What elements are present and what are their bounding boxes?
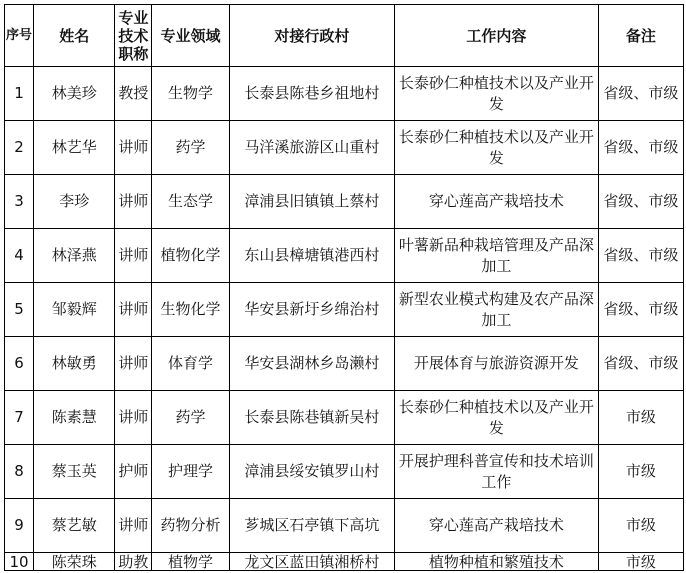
cell-village: 长泰县陈巷镇新吴村 bbox=[229, 391, 394, 445]
header-title: 专业技术职称 bbox=[115, 5, 152, 67]
cell-field: 植物学 bbox=[152, 553, 229, 571]
cell-name: 蔡艺敏 bbox=[34, 499, 115, 553]
cell-title: 护师 bbox=[115, 445, 152, 499]
cell-name: 林艺华 bbox=[34, 121, 115, 175]
cell-village: 长泰县陈巷乡祖地村 bbox=[229, 67, 394, 121]
cell-name: 陈荣珠 bbox=[34, 553, 115, 571]
cell-note: 市级 bbox=[598, 445, 683, 499]
cell-name: 林敏勇 bbox=[34, 337, 115, 391]
cell-no: 2 bbox=[5, 121, 34, 175]
cell-no: 9 bbox=[5, 499, 34, 553]
cell-title: 讲师 bbox=[115, 337, 152, 391]
cell-work: 叶薯新品种栽培管理及产品深加工 bbox=[395, 229, 599, 283]
cell-note: 省级、市级 bbox=[598, 283, 683, 337]
cell-name: 陈素慧 bbox=[34, 391, 115, 445]
cell-field: 生物学 bbox=[152, 67, 229, 121]
cell-name: 蔡玉英 bbox=[34, 445, 115, 499]
header-name: 姓名 bbox=[34, 5, 115, 67]
cell-title: 讲师 bbox=[115, 121, 152, 175]
cell-village: 东山县樟塘镇港西村 bbox=[229, 229, 394, 283]
cell-work: 穿心莲高产栽培技术 bbox=[395, 499, 599, 553]
cell-note: 市级 bbox=[598, 553, 683, 571]
header-note: 备注 bbox=[598, 5, 683, 67]
cell-work: 穿心莲高产栽培技术 bbox=[395, 175, 599, 229]
table-row bbox=[5, 499, 684, 553]
cell-title: 助教 bbox=[115, 553, 152, 571]
cell-no: 8 bbox=[5, 445, 34, 499]
cell-note: 省级、市级 bbox=[598, 229, 683, 283]
table-row bbox=[5, 445, 684, 499]
cell-work: 长泰砂仁种植技术以及产业开发 bbox=[395, 121, 599, 175]
cell-no: 10 bbox=[5, 553, 34, 571]
cell-village: 龙文区蓝田镇湘桥村 bbox=[229, 553, 394, 571]
table-row bbox=[5, 175, 684, 229]
cell-no: 1 bbox=[5, 67, 34, 121]
table-row bbox=[5, 391, 684, 445]
table-row bbox=[5, 121, 684, 175]
cell-note: 省级、市级 bbox=[598, 67, 683, 121]
cell-village: 漳浦县绥安镇罗山村 bbox=[229, 445, 394, 499]
cell-title: 讲师 bbox=[115, 175, 152, 229]
cell-name: 林美珍 bbox=[34, 67, 115, 121]
cell-work: 长泰砂仁种植技术以及产业开发 bbox=[395, 391, 599, 445]
cell-field: 植物化学 bbox=[152, 229, 229, 283]
cell-note: 省级、市级 bbox=[598, 121, 683, 175]
cell-field: 药学 bbox=[152, 391, 229, 445]
table-header-row bbox=[5, 5, 684, 67]
cell-no: 6 bbox=[5, 337, 34, 391]
table-row bbox=[5, 67, 684, 121]
cell-village: 华安县湖林乡岛濑村 bbox=[229, 337, 394, 391]
cell-village: 芗城区石亭镇下高坑 bbox=[229, 499, 394, 553]
table-row bbox=[5, 553, 684, 571]
expert-village-table bbox=[4, 4, 684, 571]
cell-no: 5 bbox=[5, 283, 34, 337]
cell-village: 马洋溪旅游区山重村 bbox=[229, 121, 394, 175]
cell-field: 药学 bbox=[152, 121, 229, 175]
cell-work: 植物种植和繁殖技术 bbox=[395, 553, 599, 571]
cell-field: 护理学 bbox=[152, 445, 229, 499]
cell-work: 开展护理科普宣传和技术培训工作 bbox=[395, 445, 599, 499]
cell-work: 开展体育与旅游资源开发 bbox=[395, 337, 599, 391]
cell-field: 生物化学 bbox=[152, 283, 229, 337]
cell-work: 新型农业模式构建及农产品深加工 bbox=[395, 283, 599, 337]
cell-title: 讲师 bbox=[115, 499, 152, 553]
header-field: 专业领域 bbox=[152, 5, 229, 67]
cell-title: 讲师 bbox=[115, 391, 152, 445]
cell-village: 华安县新圩乡绵治村 bbox=[229, 283, 394, 337]
cell-no: 4 bbox=[5, 229, 34, 283]
cell-field: 生态学 bbox=[152, 175, 229, 229]
cell-title: 讲师 bbox=[115, 229, 152, 283]
cell-title: 教授 bbox=[115, 67, 152, 121]
cell-name: 李珍 bbox=[34, 175, 115, 229]
header-no: 序号 bbox=[5, 5, 34, 67]
cell-no: 7 bbox=[5, 391, 34, 445]
cell-note: 市级 bbox=[598, 391, 683, 445]
cell-note: 省级、市级 bbox=[598, 337, 683, 391]
cell-field: 体育学 bbox=[152, 337, 229, 391]
table-row bbox=[5, 283, 684, 337]
cell-village: 漳浦县旧镇镇上蔡村 bbox=[229, 175, 394, 229]
cell-field: 药物分析 bbox=[152, 499, 229, 553]
cell-note: 省级、市级 bbox=[598, 175, 683, 229]
cell-work: 长泰砂仁种植技术以及产业开发 bbox=[395, 67, 599, 121]
cell-no: 3 bbox=[5, 175, 34, 229]
table-row bbox=[5, 229, 684, 283]
cell-name: 林泽燕 bbox=[34, 229, 115, 283]
cell-title: 讲师 bbox=[115, 283, 152, 337]
cell-name: 邹毅辉 bbox=[34, 283, 115, 337]
table-row bbox=[5, 337, 684, 391]
header-work: 工作内容 bbox=[395, 5, 599, 67]
cell-note: 市级 bbox=[598, 499, 683, 553]
header-village: 对接行政村 bbox=[229, 5, 394, 67]
